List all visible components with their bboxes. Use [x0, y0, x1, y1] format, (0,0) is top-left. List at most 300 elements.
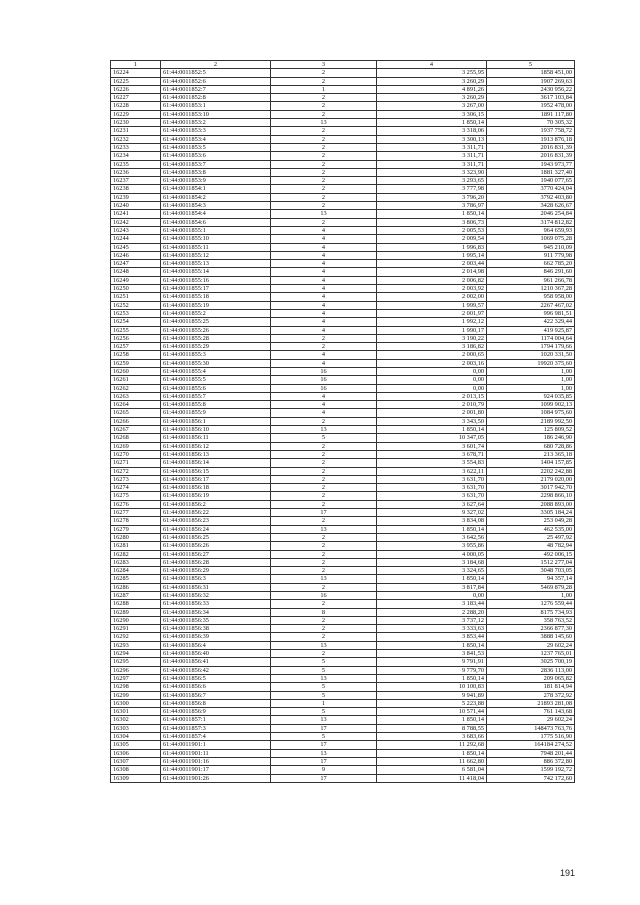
table-cell: 16240 [111, 202, 161, 210]
table-cell: 213 365,18 [487, 450, 575, 458]
table-row [111, 235, 575, 243]
table-cell: 19920 375,60 [487, 359, 575, 367]
table-cell: 3048 703,05 [487, 567, 575, 575]
table-cell: 5 [271, 666, 377, 674]
table-cell: 3 796,20 [377, 193, 487, 201]
table-cell: 4 [271, 251, 377, 259]
table-cell: 61:44:0011855:5 [161, 376, 271, 384]
table-cell: 2046 254,84 [487, 210, 575, 218]
table-cell: 61:44:0011857:1 [161, 716, 271, 724]
table-cell: 1 850,14 [377, 119, 487, 127]
table-cell: 61:44:0011856:42 [161, 666, 271, 674]
table-cell: 7948 201,44 [487, 749, 575, 757]
table-cell: 3792 403,80 [487, 193, 575, 201]
table-cell: 16302 [111, 716, 161, 724]
table-cell: 4 [271, 326, 377, 334]
table-cell: 3 300,13 [377, 135, 487, 143]
table-row [111, 185, 575, 193]
table-cell: 1881 327,40 [487, 168, 575, 176]
table-row [111, 550, 575, 558]
table-cell: 1 850,14 [377, 749, 487, 757]
table-cell: 2 014,98 [377, 268, 487, 276]
table-cell: 1404 157,85 [487, 459, 575, 467]
table-cell: 11 292,68 [377, 741, 487, 749]
table-cell: 358 763,52 [487, 616, 575, 624]
table-cell: 61:44:0011856:3 [161, 575, 271, 583]
table-cell: 1174 004,64 [487, 334, 575, 342]
table-cell: 2088 893,00 [487, 500, 575, 508]
table-row [111, 766, 575, 774]
table-cell: 3 777,98 [377, 185, 487, 193]
table-cell: 1952 478,00 [487, 102, 575, 110]
table-cell: 61:44:0011855:6 [161, 384, 271, 392]
table-row [111, 309, 575, 317]
table-cell: 61:44:0011855:9 [161, 409, 271, 417]
table-row [111, 210, 575, 218]
table-cell: 2179 020,00 [487, 475, 575, 483]
table-cell: 4 [271, 301, 377, 309]
table-cell: 11 418,04 [377, 774, 487, 782]
table-cell: 2 288,20 [377, 608, 487, 616]
table-cell: 1 995,14 [377, 251, 487, 259]
table-cell: 4 891,26 [377, 85, 487, 93]
table-cell: 16306 [111, 749, 161, 757]
table-row [111, 509, 575, 517]
table-row [111, 575, 575, 583]
table-row [111, 351, 575, 359]
table-cell: 61:44:0011855:19 [161, 301, 271, 309]
table-cell: 16249 [111, 276, 161, 284]
table-cell: 61:44:0011853:2 [161, 119, 271, 127]
table-cell: 16266 [111, 417, 161, 425]
table-cell: 945 210,09 [487, 243, 575, 251]
table-cell: 1907 269,63 [487, 77, 575, 85]
table-cell: 61:44:0011856:2 [161, 500, 271, 508]
table-cell: 61:44:0011856:35 [161, 616, 271, 624]
table-cell: 61:44:0011855:17 [161, 285, 271, 293]
table-row [111, 226, 575, 234]
table-cell: 2 003,16 [377, 359, 487, 367]
table-cell: 16281 [111, 542, 161, 550]
table-cell: 2 [271, 193, 377, 201]
table-cell: 16260 [111, 367, 161, 375]
table-cell: 2 [271, 616, 377, 624]
table-row [111, 359, 575, 367]
table-cell: 3 343,50 [377, 417, 487, 425]
table-cell: 3 853,44 [377, 633, 487, 641]
table-cell: 16279 [111, 525, 161, 533]
table-cell: 4 [271, 285, 377, 293]
table-cell: 61:44:0011852:7 [161, 85, 271, 93]
table-cell: 61:44:0011855:29 [161, 343, 271, 351]
table-cell: 0,00 [377, 367, 487, 375]
table-cell: 2 [271, 633, 377, 641]
table-cell: 16297 [111, 674, 161, 682]
table-cell: 4 000,05 [377, 550, 487, 558]
table-cell: 1237 765,01 [487, 650, 575, 658]
table-cell: 16292 [111, 633, 161, 641]
table-cell: 61:44:0011856:9 [161, 708, 271, 716]
table-cell: 5 [271, 733, 377, 741]
table-cell: 5 [271, 658, 377, 666]
table-cell: 1599 192,72 [487, 766, 575, 774]
table-cell: 61:44:0011853:4 [161, 135, 271, 143]
table-cell: 3 255,95 [377, 69, 487, 77]
table-cell: 8175 734,93 [487, 608, 575, 616]
table-cell: 3 554,83 [377, 459, 487, 467]
table-row [111, 774, 575, 782]
table-cell: 16241 [111, 210, 161, 218]
table-row [111, 168, 575, 176]
table-cell: 61:44:0011855:14 [161, 268, 271, 276]
table-cell: 3 186,82 [377, 343, 487, 351]
table-cell: 61:44:0011852:8 [161, 94, 271, 102]
table-cell: 16257 [111, 343, 161, 351]
table-cell: 61:44:0011856:6 [161, 683, 271, 691]
table-cell: 16280 [111, 533, 161, 541]
table-cell: 3 260,29 [377, 77, 487, 85]
table-row [111, 276, 575, 284]
table-cell: 16286 [111, 583, 161, 591]
table-cell: 16227 [111, 94, 161, 102]
table-cell: 61:44:0011857:3 [161, 724, 271, 732]
table-cell: 61:44:0011856:15 [161, 467, 271, 475]
table-cell: 25 497,92 [487, 533, 575, 541]
table-cell: 61:44:0011856:8 [161, 699, 271, 707]
table-cell: 5 [271, 691, 377, 699]
table-cell: 164184 274,52 [487, 741, 575, 749]
table-cell: 61:44:0011855:8 [161, 401, 271, 409]
table-cell: 4 [271, 318, 377, 326]
column-header-4: 4 [377, 61, 487, 69]
table-cell: 29 602,24 [487, 716, 575, 724]
table-cell: 2 [271, 168, 377, 176]
table-row [111, 202, 575, 210]
table-cell: 61:44:0011856:22 [161, 509, 271, 517]
table-cell: 1858 451,00 [487, 69, 575, 77]
table-cell: 2267 467,02 [487, 301, 575, 309]
table-row [111, 741, 575, 749]
table-cell: 16251 [111, 293, 161, 301]
table-cell: 16264 [111, 401, 161, 409]
table-cell: 278 372,92 [487, 691, 575, 699]
table-cell: 16274 [111, 484, 161, 492]
table-row [111, 517, 575, 525]
table-cell: 16298 [111, 683, 161, 691]
table-cell: 16236 [111, 168, 161, 176]
table-cell: 16291 [111, 625, 161, 633]
table-cell: 1 850,14 [377, 641, 487, 649]
table-cell: 958 958,00 [487, 293, 575, 301]
table-cell: 2 000,65 [377, 351, 487, 359]
table-cell: 16303 [111, 724, 161, 732]
table-cell: 1 999,57 [377, 301, 487, 309]
table-cell: 10 347,05 [377, 434, 487, 442]
table-cell: 61:44:0011856:10 [161, 426, 271, 434]
table-cell: 10 571,44 [377, 708, 487, 716]
table-cell: 5 [271, 708, 377, 716]
page-number: 191 [560, 868, 576, 878]
table-cell: 3 631,70 [377, 475, 487, 483]
table-cell: 16 [271, 592, 377, 600]
table-cell: 1 850,14 [377, 525, 487, 533]
table-row [111, 650, 575, 658]
table-cell: 3 817,84 [377, 583, 487, 591]
table-cell: 61:44:0011856:33 [161, 600, 271, 608]
table-cell: 61:44:0011856:41 [161, 658, 271, 666]
table-cell: 3 631,70 [377, 484, 487, 492]
table-cell: 3 678,71 [377, 450, 487, 458]
table-cell: 2 [271, 343, 377, 351]
table-cell: 9 [271, 766, 377, 774]
table-cell: 4 [271, 260, 377, 268]
table-cell: 2 [271, 583, 377, 591]
table-cell: 3 786,97 [377, 202, 487, 210]
table-cell: 16250 [111, 285, 161, 293]
table-cell: 1891 117,80 [487, 110, 575, 118]
table-cell: 3305 184,24 [487, 509, 575, 517]
table-row [111, 450, 575, 458]
table-cell: 61:44:0011855:10 [161, 235, 271, 243]
table-cell: 9 779,70 [377, 666, 487, 674]
table-cell: 5 223,88 [377, 699, 487, 707]
table-cell: 61:44:0011855:1 [161, 226, 271, 234]
table-row [111, 243, 575, 251]
table-row [111, 77, 575, 85]
table-cell: 911 779,98 [487, 251, 575, 259]
table-cell: 16252 [111, 301, 161, 309]
table-cell: 0,00 [377, 376, 487, 384]
table-cell: 2 [271, 202, 377, 210]
table-cell: 2 [271, 567, 377, 575]
table-cell: 3 324,65 [377, 567, 487, 575]
table-row [111, 616, 575, 624]
table-row [111, 683, 575, 691]
table-row [111, 392, 575, 400]
table-cell: 2 [271, 550, 377, 558]
table-cell: 3 834,08 [377, 517, 487, 525]
table-cell: 1,00 [487, 367, 575, 375]
table-row [111, 376, 575, 384]
table-cell: 2 [271, 467, 377, 475]
table-cell: 61:44:0011856:18 [161, 484, 271, 492]
table-cell: 1 850,14 [377, 716, 487, 724]
table-cell: 16275 [111, 492, 161, 500]
table-cell: 17 [271, 757, 377, 765]
table-cell: 4 [271, 401, 377, 409]
table-cell: 16239 [111, 193, 161, 201]
table-cell: 1 850,14 [377, 210, 487, 218]
table-cell: 3617 103,84 [487, 94, 575, 102]
table-row [111, 442, 575, 450]
table-cell: 3 183,44 [377, 600, 487, 608]
table-cell: 16268 [111, 434, 161, 442]
table-cell: 2 [271, 450, 377, 458]
table-cell: 3 293,65 [377, 177, 487, 185]
table-cell: 16265 [111, 409, 161, 417]
table-cell: 16 [271, 367, 377, 375]
table-cell: 5 [271, 683, 377, 691]
column-header-3: 3 [271, 61, 377, 69]
table-cell: 1 [271, 85, 377, 93]
table-cell: 1099 902,13 [487, 401, 575, 409]
table-cell: 1210 367,28 [487, 285, 575, 293]
table-cell: 2298 866,10 [487, 492, 575, 500]
table-cell: 846 291,60 [487, 268, 575, 276]
table-cell: 16228 [111, 102, 161, 110]
table-cell: 70 305,32 [487, 119, 575, 127]
table-cell: 61:44:0011855:25 [161, 318, 271, 326]
table-cell: 16283 [111, 558, 161, 566]
table-row [111, 724, 575, 732]
table-cell: 16293 [111, 641, 161, 649]
table-cell: 16262 [111, 384, 161, 392]
table-cell: 16247 [111, 260, 161, 268]
table-row [111, 193, 575, 201]
table-row [111, 260, 575, 268]
table-row [111, 608, 575, 616]
table-cell: 16276 [111, 500, 161, 508]
table-cell: 16253 [111, 309, 161, 317]
table-cell: 419 925,87 [487, 326, 575, 334]
table-cell: 13 [271, 426, 377, 434]
table-cell: 16245 [111, 243, 161, 251]
table-cell: 16233 [111, 143, 161, 151]
table-cell: 16238 [111, 185, 161, 193]
table-cell: 61:44:0011853:3 [161, 127, 271, 135]
table-cell: 61:44:0011854:6 [161, 218, 271, 226]
table-cell: 16224 [111, 69, 161, 77]
column-header-2: 2 [161, 61, 271, 69]
table-cell: 2 [271, 135, 377, 143]
table-cell: 3 311,71 [377, 160, 487, 168]
table-row [111, 85, 575, 93]
table-cell: 61:44:0011855:30 [161, 359, 271, 367]
table-cell: 61:44:0011856:40 [161, 650, 271, 658]
table-cell: 4 [271, 392, 377, 400]
table-row [111, 110, 575, 118]
table-cell: 3174 812,82 [487, 218, 575, 226]
data-table-container [110, 60, 574, 783]
table-cell: 4 [271, 268, 377, 276]
table-cell: 2 [271, 218, 377, 226]
table-cell: 61:44:0011855:3 [161, 351, 271, 359]
table-cell: 209 065,82 [487, 674, 575, 682]
table-cell: 2 [271, 492, 377, 500]
table-row [111, 301, 575, 309]
table-row [111, 326, 575, 334]
table-cell: 17 [271, 724, 377, 732]
table-cell: 1940 077,65 [487, 177, 575, 185]
table-cell: 1,00 [487, 592, 575, 600]
table-cell: 61:44:0011856:31 [161, 583, 271, 591]
table-cell: 61:44:0011856:23 [161, 517, 271, 525]
table-row [111, 152, 575, 160]
table-cell: 61:44:0011901:26 [161, 774, 271, 782]
table-cell: 3 642,56 [377, 533, 487, 541]
table-cell: 61:44:0011852:6 [161, 77, 271, 85]
table-cell: 148473 763,76 [487, 724, 575, 732]
table-cell: 16299 [111, 691, 161, 699]
table-cell: 3 306,15 [377, 110, 487, 118]
table-cell: 16301 [111, 708, 161, 716]
data-table [110, 60, 575, 783]
table-cell: 16 [271, 384, 377, 392]
table-cell: 16244 [111, 235, 161, 243]
table-cell: 61:44:0011855:11 [161, 243, 271, 251]
table-cell: 61:44:0011901:17 [161, 766, 271, 774]
table-cell: 61:44:0011857:4 [161, 733, 271, 741]
table-cell: 17 [271, 774, 377, 782]
table-cell: 61:44:0011856:12 [161, 442, 271, 450]
table-cell: 1913 876,18 [487, 135, 575, 143]
table-row [111, 674, 575, 682]
table-cell: 13 [271, 210, 377, 218]
table-cell: 61:44:0011854:1 [161, 185, 271, 193]
table-cell: 16300 [111, 699, 161, 707]
table-cell: 3 184,68 [377, 558, 487, 566]
table-row [111, 177, 575, 185]
table-cell: 16282 [111, 550, 161, 558]
table-row [111, 583, 575, 591]
table-cell: 61:44:0011855:7 [161, 392, 271, 400]
table-cell: 16225 [111, 77, 161, 85]
table-cell: 2 [271, 160, 377, 168]
table-cell: 16269 [111, 442, 161, 450]
table-cell: 5469 879,28 [487, 583, 575, 591]
table-cell: 2366 877,30 [487, 625, 575, 633]
table-cell: 3 323,90 [377, 168, 487, 176]
table-cell: 16271 [111, 459, 161, 467]
table-cell: 1 850,14 [377, 575, 487, 583]
table-row [111, 409, 575, 417]
table-cell: 1 992,12 [377, 318, 487, 326]
table-cell: 61:44:0011856:26 [161, 542, 271, 550]
table-cell: 9 941,89 [377, 691, 487, 699]
table-cell: 94 357,14 [487, 575, 575, 583]
table-cell: 61:44:0011854:3 [161, 202, 271, 210]
table-row [111, 484, 575, 492]
table-row [111, 500, 575, 508]
table-row [111, 475, 575, 483]
table-cell: 2 [271, 152, 377, 160]
table-cell: 2 [271, 600, 377, 608]
table-cell: 16256 [111, 334, 161, 342]
table-cell: 4 [271, 243, 377, 251]
table-cell: 2430 956,22 [487, 85, 575, 93]
table-cell: 16242 [111, 218, 161, 226]
table-row [111, 401, 575, 409]
table-cell: 16230 [111, 119, 161, 127]
table-cell: 0,00 [377, 384, 487, 392]
table-cell: 2 [271, 533, 377, 541]
table-row [111, 94, 575, 102]
table-cell: 2836 113,00 [487, 666, 575, 674]
table-cell: 996 981,51 [487, 309, 575, 317]
table-cell: 964 659,93 [487, 226, 575, 234]
table-cell: 9 791,91 [377, 658, 487, 666]
table-cell: 1775 516,90 [487, 733, 575, 741]
table-cell: 3017 942,70 [487, 484, 575, 492]
table-row [111, 757, 575, 765]
table-row [111, 434, 575, 442]
table-body [111, 69, 575, 783]
table-cell: 61:44:0011856:27 [161, 550, 271, 558]
table-cell: 17 [271, 741, 377, 749]
table-cell: 462 535,00 [487, 525, 575, 533]
table-cell: 1937 758,72 [487, 127, 575, 135]
table-cell: 16305 [111, 741, 161, 749]
